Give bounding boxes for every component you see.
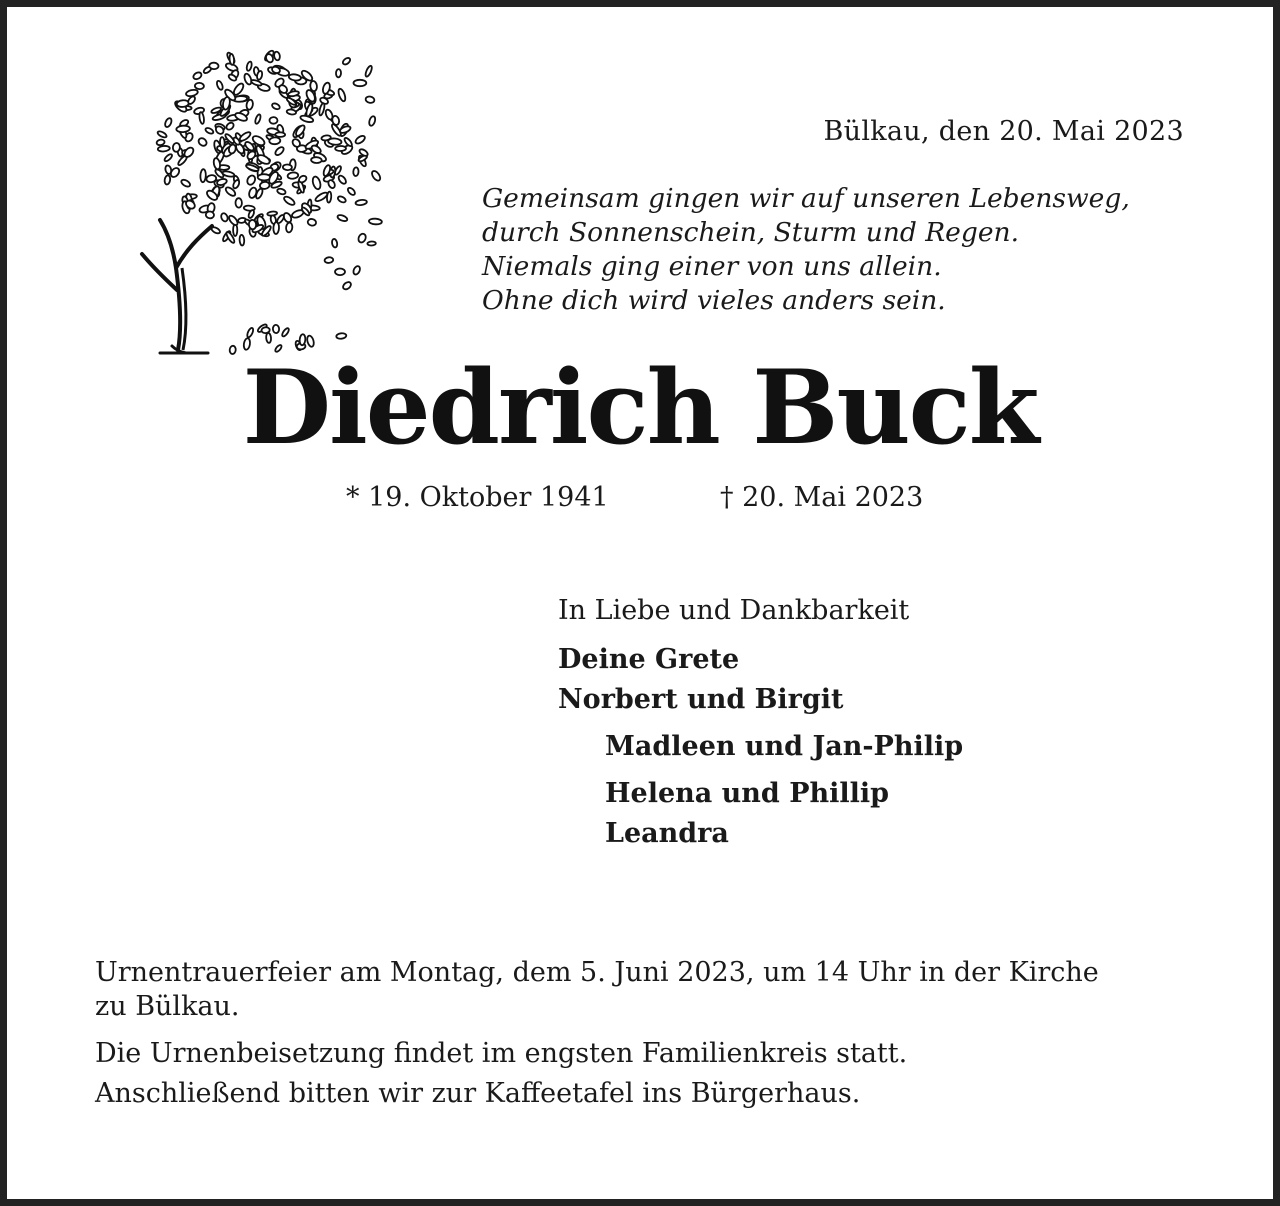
leaf-shape <box>310 144 322 155</box>
ground-leaf-shape <box>261 327 270 333</box>
ground-leaf-shape <box>266 333 272 343</box>
leaf-shape <box>192 71 202 80</box>
leaf-shape <box>205 127 215 135</box>
falling-leaf-shape <box>318 103 325 116</box>
falling-leaf-shape <box>370 170 381 183</box>
ceremony-info: Urnentrauerfeier am Montag, dem 5. Juni 2023, um 14 Uhr in der Kirche <box>95 957 1099 988</box>
ground-leaf-shape <box>299 334 306 345</box>
falling-leaf-shape <box>337 195 347 203</box>
falling-leaf-shape <box>327 191 332 202</box>
falling-leaf-shape <box>355 199 367 206</box>
leaf-shape <box>164 165 172 175</box>
grandchild-name: Helena und Phillip <box>605 778 890 809</box>
leaf-shape <box>183 146 195 159</box>
leaf-shape <box>228 214 239 226</box>
leaf-shape <box>180 178 191 188</box>
falling-leaf-shape <box>337 174 347 185</box>
leaf-shape <box>248 220 256 230</box>
leaf-shape <box>238 131 251 143</box>
leaf-shape <box>311 176 321 190</box>
birth-date: * 19. Oktober 1941 <box>346 482 609 513</box>
leaf-shape <box>271 102 281 110</box>
leaf-shape <box>157 130 168 138</box>
leaf-shape <box>277 188 287 195</box>
falling-leaf-shape <box>354 80 367 86</box>
leaf-shape <box>197 137 208 148</box>
leaf-shape <box>156 139 165 146</box>
leaf-shape <box>276 214 285 224</box>
leaf-shape <box>269 117 277 124</box>
ground-leaf-shape <box>281 327 290 337</box>
leaf-shape <box>164 117 173 128</box>
poem-line: Gemeinsam gingen wir auf unseren Lebensweg, <box>482 183 1130 214</box>
leaf-shape <box>298 174 308 183</box>
ground-leaf-shape <box>306 335 315 348</box>
deceased-name: Diedrich Buck <box>242 348 1038 468</box>
falling-leaf-shape <box>337 88 347 102</box>
poem-line: durch Sonnenschein, Sturm und Regen. <box>482 217 1019 248</box>
leaf-shape <box>287 172 298 179</box>
ceremony-info-cont: zu Bülkau. <box>95 991 240 1022</box>
leaf-shape <box>216 80 224 91</box>
leaf-shape <box>229 54 235 65</box>
leaf-shape <box>172 143 180 152</box>
ground-leaf-shape <box>336 333 347 340</box>
leaf-shape <box>158 145 170 152</box>
leaf-shape <box>243 73 253 86</box>
leaf-shape <box>294 124 306 137</box>
leaf-shape <box>275 132 285 137</box>
leaf-shape <box>283 164 292 170</box>
falling-leaf-shape <box>339 125 351 134</box>
leaf-shape <box>259 181 269 189</box>
leaf-shape <box>239 235 244 246</box>
leaf-shape <box>206 174 217 182</box>
leaf-shape <box>288 74 301 82</box>
falling-leaf-shape <box>369 218 382 224</box>
leaf-shape <box>269 137 280 144</box>
death-date: † 20. Mai 2023 <box>720 482 924 513</box>
falling-leaf-shape <box>352 265 361 275</box>
falling-leaf-shape <box>364 65 373 77</box>
leaf-shape <box>199 112 205 124</box>
leaf-shape <box>176 125 190 132</box>
leaf-shape <box>286 109 296 115</box>
falling-leaf-shape <box>367 241 376 245</box>
grandchild-name: Leandra <box>605 818 729 849</box>
leaf-shape <box>310 81 318 92</box>
reception-info: Anschließend bitten wir zur Kaffeetafel ins Bürgerhaus. <box>95 1078 861 1109</box>
falling-leaf-shape <box>342 57 352 66</box>
falling-leaf-shape <box>331 239 338 248</box>
leaf-shape <box>164 175 171 185</box>
falling-leaf-shape <box>335 269 345 276</box>
poem-line: Ohne dich wird vieles anders sein. <box>482 285 946 316</box>
place-date: Bülkau, den 20. Mai 2023 <box>823 116 1184 147</box>
mourner-name: Deine Grete <box>558 644 740 675</box>
leaf-shape <box>246 61 253 71</box>
leaf-shape <box>274 146 285 157</box>
leaf-shape <box>307 218 317 226</box>
falling-leaf-shape <box>324 257 333 264</box>
burial-info: Die Urnenbeisetzung findet im engsten Familienkreis statt. <box>95 1038 908 1069</box>
falling-leaf-shape <box>335 146 346 151</box>
leaf-shape <box>225 121 235 131</box>
falling-leaf-shape <box>368 116 376 127</box>
mourner-name: Norbert und Birgit <box>558 684 844 715</box>
falling-leaf-shape <box>337 214 348 222</box>
falling-leaf-shape <box>357 233 367 244</box>
falling-leaf-shape <box>347 187 357 197</box>
leaf-shape <box>195 83 204 90</box>
leaf-shape <box>163 153 173 162</box>
poem-line: Niemals ging einer von uns allein. <box>482 251 942 282</box>
ground-leaf-shape <box>273 325 280 334</box>
ground-leaf-shape <box>246 327 254 338</box>
leaf-shape <box>254 114 261 125</box>
leaf-shape <box>216 178 227 186</box>
falling-leaf-shape <box>327 179 336 189</box>
leaf-shape <box>200 169 206 182</box>
closing-phrase: In Liebe und Dankbarkeit <box>558 595 910 626</box>
leaf-shape <box>205 211 214 219</box>
falling-leaf-shape <box>342 281 353 291</box>
leaf-shape <box>235 198 242 208</box>
leaf-shape <box>283 195 296 206</box>
leaf-shape <box>246 174 257 186</box>
falling-leaf-shape <box>336 69 341 77</box>
leaf-shape <box>328 138 342 145</box>
falling-leaf-shape <box>365 96 375 104</box>
leaf-shape <box>209 62 219 69</box>
falling-leaf-shape <box>353 167 359 176</box>
grandchild-name: Madleen und Jan-Philip <box>605 731 964 762</box>
leaf-shape <box>220 212 229 222</box>
leaf-shape <box>286 222 293 232</box>
falling-leaf-shape <box>354 134 366 145</box>
poem <box>482 182 1130 318</box>
leaf-shape <box>311 157 322 163</box>
windblown-tree-icon <box>120 28 390 358</box>
